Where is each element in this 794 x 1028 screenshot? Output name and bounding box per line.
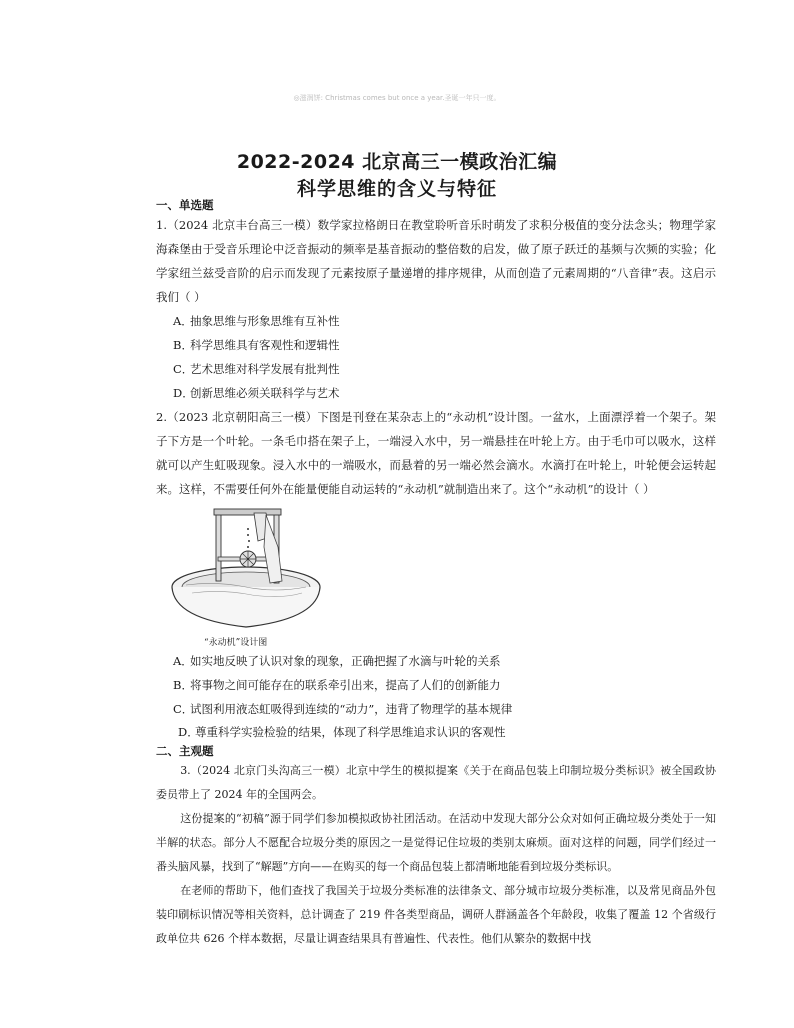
- question-3-intro: 3.（2024 北京门头沟高三一模）北京中学生的模拟提案《关于在商品包装上印制垃圾分类标识》被全国政协委员带上了 2024 年的全国两会。: [156, 764, 716, 801]
- option-letter: A．: [173, 654, 193, 668]
- option-letter: C．: [173, 702, 194, 716]
- section-heading-single-choice: 一、单选题: [156, 198, 214, 212]
- section-heading-subjective: 二、主观题: [156, 744, 214, 758]
- question-1-option-a: [156, 309, 716, 333]
- question-2-option-d: [156, 721, 716, 743]
- question-2-option-a: [156, 649, 716, 673]
- question-2-option-b: [156, 673, 716, 697]
- option-letter: D．: [178, 725, 199, 739]
- question-1-option-c: [156, 357, 716, 381]
- option-text: 将事物之间可能存在的联系牵引出来，提高了人们的创新能力: [190, 678, 501, 692]
- question-1-option-d: [156, 381, 716, 405]
- watermark: ◎滋润饼: Christmas comes but once a year.圣诞一年只一度。: [293, 94, 501, 102]
- question-1-stem: 1.（2024 北京丰台高三一模）数学家拉格朗日在教堂聆听音乐时萌发了求积分极值的变分法念头；物理学家海森堡由于受音乐理论中泛音振动的频率是基音振动的整倍数的启发，做了原子跃迁的基频与次频的实验；化学家纽兰兹受音阶的启示而发现了元素按原子量递增的排序规律，从而创造了元素周期的“八音律”表。这启示我们（ ）: [156, 218, 716, 304]
- option-letter: C．: [173, 362, 194, 376]
- figure-caption: “永动机”设计图: [204, 638, 268, 648]
- question-1-option-b: [156, 333, 716, 357]
- option-letter: A．: [173, 314, 193, 328]
- option-text: 抽象思维与形象思维有互补性: [190, 314, 340, 328]
- option-letter: B．: [173, 678, 193, 692]
- perpetual-motion-figure: [156, 507, 716, 649]
- option-letter: B．: [173, 338, 193, 352]
- option-text: 科学思维具有客观性和逻辑性: [190, 338, 340, 352]
- question-3-paragraph-2: 这份提案的“初稿”源于同学们参加模拟政协社团活动。在活动中发现大部分公众对如何正确垃圾分类处于一知半解的状态。部分人不愿配合垃圾分类的原因之一是觉得记住垃圾的类别太麻烦。面对这样的问题，同学们经过一番头脑风暴，找到了“解题”方向——在购买的每一个商品包装上都清晰地能看到垃圾分类标识。: [156, 812, 716, 873]
- question-3-paragraph-3: 在老师的帮助下，他们查找了我国关于垃圾分类标准的法律条文、部分城市垃圾分类标准，以及常见商品外包装印刷标识情况等相关资料，总计调查了 219 件各类型商品，调研人群涵盖各个年龄段，收集了覆盖 12 个省级行政单位共 626 个样本数据，尽量让调查结果具有普遍性、代表性。他们从繁杂的数据中找: [156, 884, 716, 945]
- option-text: 艺术思维对科学发展有批判性: [190, 362, 340, 376]
- option-text: 尊重科学实验检验的结果，体现了科学思维追求认识的客观性: [195, 725, 506, 739]
- page-title: 2022-2024 北京高三一模政治汇编: [236, 151, 558, 173]
- page-subtitle: 科学思维的含义与特征: [296, 178, 497, 200]
- option-text: 试图利用液态虹吸得到连续的“动力”，违背了物理学的基本规律: [190, 702, 513, 716]
- document-body: [156, 197, 716, 951]
- option-text: 创新思维必须关联科学与艺术: [190, 386, 340, 400]
- option-letter: D．: [173, 386, 194, 400]
- question-2-option-c: [156, 697, 716, 721]
- perpetual-motion-illustration: [166, 507, 326, 635]
- option-text: 如实地反映了认识对象的现象，正确把握了水滴与叶轮的关系: [190, 654, 501, 668]
- question-2-stem: 2.（2023 北京朝阳高三一模）下图是刊登在某杂志上的“永动机”设计图。一盆水，上面漂浮着一个架子。架子下方是一个叶轮。一条毛巾搭在架子上，一端浸入水中，另一端悬挂在叶轮上方。由于毛巾可以吸水，这样就可以产生虹吸现象。浸入水中的一端吸水，而悬着的另一端必然会滴水。水滴打在叶轮上，叶轮便会运转起来。这样，不需要任何外在能量便能自动运转的“永动机”就制造出来了。这个“永动机”的设计（ ）: [156, 410, 716, 496]
